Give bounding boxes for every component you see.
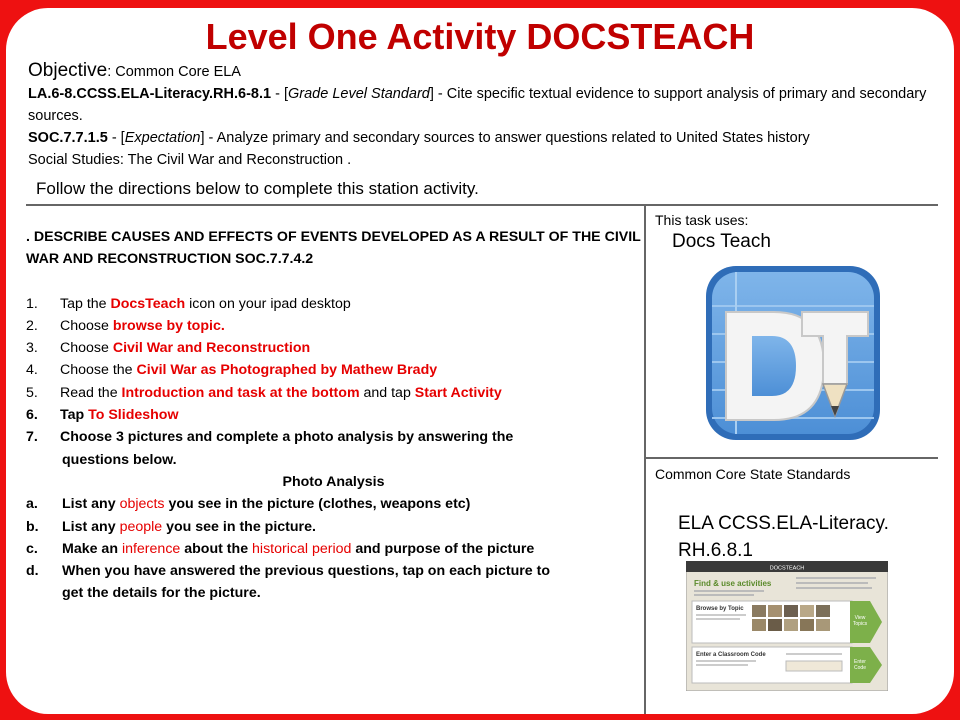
docsteach-website-screenshot <box>686 561 888 691</box>
site-classroom-code: Enter a Classroom Code <box>696 652 766 658</box>
site-view: View <box>854 615 866 621</box>
standard-1-pre: - [ <box>271 86 288 102</box>
photo-analysis-heading: Photo Analysis <box>282 473 385 490</box>
table-divider-horizontal <box>645 457 938 459</box>
follow-directions: Follow the directions below to complete this station activity. <box>36 179 479 198</box>
step-2: 2. Choose browse by topic. <box>26 317 225 334</box>
objective-value: : Common Core ELA <box>107 64 241 80</box>
subject-line: Social Studies: The Civil War and Reconstruction . <box>28 152 352 168</box>
analysis-d: d. When you have answered the previous questions, tap on each picture to <box>26 563 550 580</box>
site-heading: Find & use activities <box>694 579 772 588</box>
site-brand: DOCSTEACH <box>769 565 805 572</box>
standard-1 <box>28 83 943 127</box>
objective-line <box>28 60 943 83</box>
standard-2-pre: - [ <box>107 130 125 146</box>
step-7-continued: questions below. <box>62 451 177 468</box>
standard-2 <box>28 127 943 149</box>
standard-2-type: Expectation <box>124 130 201 146</box>
analysis-a: a. List any objects you see in the picture (clothes, weapons etc) <box>26 496 471 513</box>
step-6: 6. Tap To Slideshow <box>26 407 179 424</box>
docsteach-app-icon <box>706 266 880 440</box>
standard-1-code: LA.6-8.CCSS.ELA-Literacy.RH.6-8.1 <box>28 86 272 102</box>
ela-standard <box>678 510 889 564</box>
standards-label: Common Core State Standards <box>655 466 851 482</box>
analysis-b: b. List any people you see in the picture. <box>26 518 316 535</box>
table-top-border <box>26 204 938 206</box>
step-7: 7. Choose 3 pictures and complete a photo analysis by answering the <box>26 429 514 446</box>
docs-teach-label: Docs Teach <box>672 231 771 252</box>
objective-block <box>28 60 943 171</box>
analysis-d-continued: get the details for the picture. <box>62 585 261 602</box>
describe-heading: . DESCRIBE CAUSES AND EFFECTS OF EVENTS DEVELOPED AS A RESULT OF THE CIVIL WAR AND RECONSTRUCTION SOC.7.7.4.2 <box>26 229 641 268</box>
standard-1-type: Grade Level Standard <box>288 86 430 102</box>
ela-standard-line-2: RH.6.8.1 <box>678 540 753 561</box>
ela-standard-line-1: ELA CCSS.ELA-Literacy. <box>678 513 889 534</box>
step-1: 1. Tap the DocsTeach icon on your ipad desktop <box>26 295 351 312</box>
step-4: 4. Choose the Civil War as Photographed by Mathew Brady <box>26 362 438 379</box>
slide <box>6 8 954 714</box>
site-enter: Enter <box>854 659 866 665</box>
step-5: 5. Read the Introduction and task at the bottom and tap Start Activity <box>26 384 502 401</box>
site-code-label: Code <box>854 665 866 671</box>
standard-2-text: ] - Analyze primary and secondary sources to answer questions related to United States history <box>200 130 810 146</box>
standard-1-text: ] - Cite specific textual evidence to support analysis of primary and secondary sources. <box>28 86 927 124</box>
site-browse-topic: Browse by Topic <box>696 606 744 612</box>
objective-label: Objective <box>28 60 108 81</box>
directions-cell <box>26 226 641 605</box>
slide-title: Level One Activity DOCSTEACH <box>205 16 755 57</box>
step-3: 3. Choose Civil War and Reconstruction <box>26 340 311 357</box>
table-divider-vertical <box>644 204 646 714</box>
task-uses-label: This task uses: <box>655 212 749 228</box>
site-topics: Topics <box>852 621 868 627</box>
analysis-c: c. Make an inference about the historical period and purpose of the picture <box>26 540 535 557</box>
standard-2-code: SOC.7.7.1.5 <box>28 130 108 146</box>
